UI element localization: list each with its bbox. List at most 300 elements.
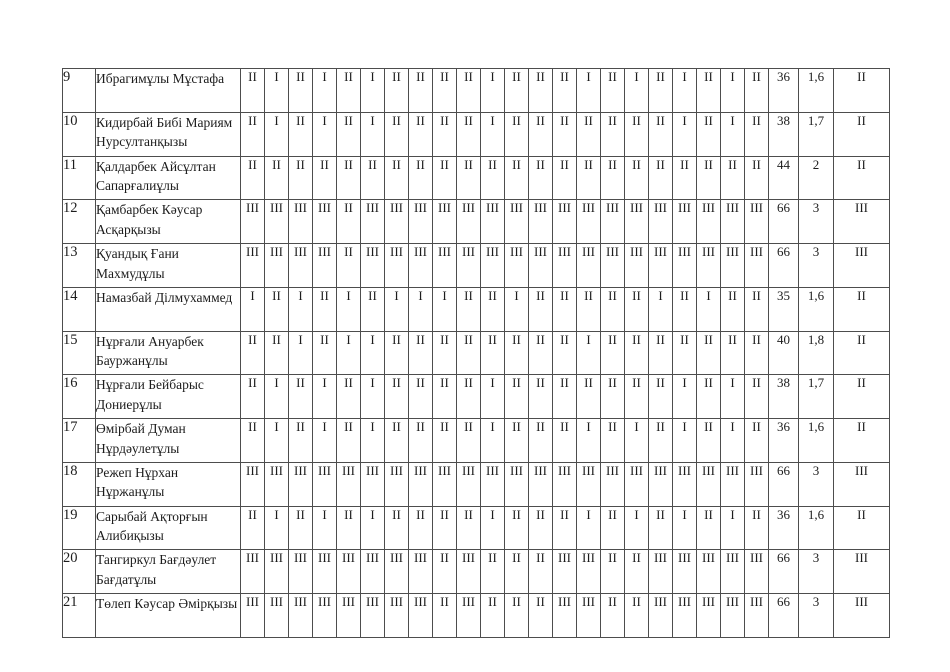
mark-cell: III bbox=[649, 462, 673, 506]
grade-cell: II bbox=[834, 331, 890, 375]
mark-cell: II bbox=[529, 331, 553, 375]
mark-cell: II bbox=[625, 594, 649, 638]
mark-cell: II bbox=[385, 69, 409, 113]
student-name-cell: Режеп Нұрхан Нұржанұлы bbox=[96, 462, 241, 506]
mark-cell: III bbox=[265, 462, 289, 506]
mark-cell: II bbox=[433, 594, 457, 638]
grade-cell: III bbox=[834, 594, 890, 638]
mark-cell: III bbox=[481, 200, 505, 244]
mark-cell: I bbox=[625, 69, 649, 113]
mark-cell: II bbox=[529, 69, 553, 113]
mark-cell: III bbox=[409, 462, 433, 506]
average-cell: 1,6 bbox=[799, 419, 834, 463]
mark-cell: II bbox=[457, 287, 481, 331]
mark-cell: II bbox=[265, 331, 289, 375]
mark-cell: III bbox=[361, 244, 385, 288]
mark-cell: I bbox=[481, 69, 505, 113]
mark-cell: III bbox=[673, 594, 697, 638]
row-number-cell: 20 bbox=[63, 550, 96, 594]
mark-cell: II bbox=[337, 506, 361, 550]
mark-cell: II bbox=[529, 550, 553, 594]
mark-cell: II bbox=[409, 375, 433, 419]
student-row bbox=[63, 375, 890, 419]
student-row bbox=[63, 112, 890, 156]
mark-cell: II bbox=[241, 156, 265, 200]
mark-cell: III bbox=[625, 462, 649, 506]
student-name-cell: Намазбай Ділмухаммед bbox=[96, 287, 241, 331]
mark-cell: II bbox=[505, 594, 529, 638]
student-row bbox=[63, 419, 890, 463]
mark-cell: II bbox=[385, 375, 409, 419]
total-cell: 38 bbox=[769, 112, 799, 156]
mark-cell: III bbox=[457, 594, 481, 638]
grade-cell: III bbox=[834, 462, 890, 506]
row-number-cell: 18 bbox=[63, 462, 96, 506]
mark-cell: III bbox=[505, 462, 529, 506]
mark-cell: I bbox=[313, 506, 337, 550]
mark-cell: III bbox=[361, 462, 385, 506]
total-cell: 66 bbox=[769, 462, 799, 506]
mark-cell: II bbox=[265, 287, 289, 331]
mark-cell: III bbox=[649, 594, 673, 638]
mark-cell: II bbox=[385, 506, 409, 550]
mark-cell: II bbox=[337, 156, 361, 200]
mark-cell: II bbox=[745, 287, 769, 331]
student-row bbox=[63, 200, 890, 244]
grade-cell: II bbox=[834, 419, 890, 463]
total-cell: 40 bbox=[769, 331, 799, 375]
total-cell: 66 bbox=[769, 594, 799, 638]
row-number-cell: 16 bbox=[63, 375, 96, 419]
mark-cell: II bbox=[505, 156, 529, 200]
mark-cell: III bbox=[361, 200, 385, 244]
mark-cell: I bbox=[577, 69, 601, 113]
mark-cell: III bbox=[385, 462, 409, 506]
mark-cell: III bbox=[673, 244, 697, 288]
mark-cell: III bbox=[577, 462, 601, 506]
mark-cell: II bbox=[649, 69, 673, 113]
mark-cell: III bbox=[337, 550, 361, 594]
mark-cell: III bbox=[673, 550, 697, 594]
mark-cell: II bbox=[745, 112, 769, 156]
mark-cell: III bbox=[601, 462, 625, 506]
mark-cell: II bbox=[649, 506, 673, 550]
mark-cell: III bbox=[481, 244, 505, 288]
mark-cell: I bbox=[433, 287, 457, 331]
mark-cell: II bbox=[697, 506, 721, 550]
mark-cell: III bbox=[721, 200, 745, 244]
mark-cell: II bbox=[505, 550, 529, 594]
student-row bbox=[63, 462, 890, 506]
mark-cell: III bbox=[505, 200, 529, 244]
mark-cell: II bbox=[529, 112, 553, 156]
mark-cell: III bbox=[337, 462, 361, 506]
row-number-cell: 21 bbox=[63, 594, 96, 638]
mark-cell: III bbox=[313, 462, 337, 506]
mark-cell: II bbox=[481, 550, 505, 594]
grade-cell: II bbox=[834, 156, 890, 200]
mark-cell: I bbox=[361, 419, 385, 463]
mark-cell: II bbox=[433, 550, 457, 594]
mark-cell: I bbox=[505, 287, 529, 331]
mark-cell: II bbox=[289, 419, 313, 463]
row-number-cell: 11 bbox=[63, 156, 96, 200]
mark-cell: III bbox=[745, 462, 769, 506]
mark-cell: I bbox=[265, 375, 289, 419]
mark-cell: III bbox=[265, 244, 289, 288]
mark-cell: II bbox=[433, 156, 457, 200]
mark-cell: I bbox=[289, 331, 313, 375]
average-cell: 1,7 bbox=[799, 375, 834, 419]
mark-cell: II bbox=[745, 419, 769, 463]
mark-cell: III bbox=[265, 200, 289, 244]
mark-cell: III bbox=[289, 550, 313, 594]
mark-cell: III bbox=[649, 550, 673, 594]
mark-cell: I bbox=[409, 287, 433, 331]
average-cell: 1,6 bbox=[799, 69, 834, 113]
mark-cell: II bbox=[241, 419, 265, 463]
grade-cell: II bbox=[834, 375, 890, 419]
mark-cell: II bbox=[241, 112, 265, 156]
mark-cell: I bbox=[673, 419, 697, 463]
mark-cell: I bbox=[625, 506, 649, 550]
mark-cell: III bbox=[433, 200, 457, 244]
mark-cell: III bbox=[313, 200, 337, 244]
mark-cell: II bbox=[529, 156, 553, 200]
total-cell: 38 bbox=[769, 375, 799, 419]
mark-cell: II bbox=[337, 419, 361, 463]
average-cell: 1,6 bbox=[799, 287, 834, 331]
grades-table-body bbox=[63, 69, 890, 638]
mark-cell: II bbox=[721, 331, 745, 375]
student-name-cell: Нұрғали Бейбарыс Дониерұлы bbox=[96, 375, 241, 419]
mark-cell: I bbox=[673, 506, 697, 550]
mark-cell: II bbox=[553, 287, 577, 331]
mark-cell: II bbox=[649, 156, 673, 200]
mark-cell: I bbox=[289, 287, 313, 331]
mark-cell: II bbox=[289, 375, 313, 419]
mark-cell: I bbox=[481, 419, 505, 463]
mark-cell: I bbox=[265, 506, 289, 550]
mark-cell: II bbox=[673, 156, 697, 200]
mark-cell: II bbox=[553, 506, 577, 550]
grade-cell: II bbox=[834, 506, 890, 550]
mark-cell: II bbox=[457, 156, 481, 200]
mark-cell: III bbox=[241, 594, 265, 638]
mark-cell: II bbox=[337, 244, 361, 288]
mark-cell: III bbox=[721, 594, 745, 638]
mark-cell: II bbox=[505, 69, 529, 113]
mark-cell: II bbox=[385, 419, 409, 463]
mark-cell: I bbox=[265, 112, 289, 156]
mark-cell: III bbox=[337, 594, 361, 638]
grade-cell: III bbox=[834, 244, 890, 288]
student-row bbox=[63, 69, 890, 113]
mark-cell: III bbox=[721, 462, 745, 506]
mark-cell: III bbox=[697, 550, 721, 594]
mark-cell: II bbox=[649, 112, 673, 156]
mark-cell: II bbox=[601, 112, 625, 156]
mark-cell: II bbox=[433, 419, 457, 463]
mark-cell: I bbox=[673, 112, 697, 156]
mark-cell: II bbox=[241, 331, 265, 375]
mark-cell: III bbox=[457, 462, 481, 506]
mark-cell: I bbox=[721, 506, 745, 550]
average-cell: 3 bbox=[799, 594, 834, 638]
total-cell: 35 bbox=[769, 287, 799, 331]
mark-cell: I bbox=[721, 112, 745, 156]
mark-cell: III bbox=[529, 244, 553, 288]
student-row bbox=[63, 287, 890, 331]
row-number-cell: 13 bbox=[63, 244, 96, 288]
mark-cell: II bbox=[313, 287, 337, 331]
total-cell: 36 bbox=[769, 506, 799, 550]
mark-cell: II bbox=[433, 506, 457, 550]
mark-cell: III bbox=[289, 594, 313, 638]
mark-cell: II bbox=[289, 156, 313, 200]
mark-cell: III bbox=[361, 594, 385, 638]
mark-cell: II bbox=[601, 550, 625, 594]
mark-cell: II bbox=[577, 375, 601, 419]
mark-cell: II bbox=[553, 156, 577, 200]
average-cell: 2 bbox=[799, 156, 834, 200]
mark-cell: II bbox=[385, 112, 409, 156]
mark-cell: II bbox=[481, 287, 505, 331]
mark-cell: I bbox=[313, 69, 337, 113]
mark-cell: III bbox=[457, 244, 481, 288]
mark-cell: I bbox=[577, 331, 601, 375]
row-number-cell: 10 bbox=[63, 112, 96, 156]
mark-cell: II bbox=[337, 375, 361, 419]
student-name-cell: Нұрғали Ануарбек Бауржанұлы bbox=[96, 331, 241, 375]
grade-cell: III bbox=[834, 200, 890, 244]
average-cell: 3 bbox=[799, 462, 834, 506]
mark-cell: II bbox=[601, 375, 625, 419]
mark-cell: II bbox=[721, 156, 745, 200]
average-cell: 1,8 bbox=[799, 331, 834, 375]
mark-cell: II bbox=[433, 69, 457, 113]
mark-cell: II bbox=[457, 375, 481, 419]
mark-cell: II bbox=[289, 506, 313, 550]
mark-cell: III bbox=[241, 550, 265, 594]
mark-cell: II bbox=[577, 112, 601, 156]
mark-cell: I bbox=[337, 287, 361, 331]
mark-cell: III bbox=[745, 200, 769, 244]
total-cell: 44 bbox=[769, 156, 799, 200]
grade-cell: II bbox=[834, 287, 890, 331]
mark-cell: III bbox=[697, 594, 721, 638]
mark-cell: II bbox=[481, 156, 505, 200]
mark-cell: II bbox=[529, 594, 553, 638]
student-name-cell: Қуандық Ғани Махмудұлы bbox=[96, 244, 241, 288]
mark-cell: II bbox=[409, 506, 433, 550]
mark-cell: II bbox=[625, 156, 649, 200]
total-cell: 66 bbox=[769, 244, 799, 288]
mark-cell: III bbox=[721, 244, 745, 288]
mark-cell: II bbox=[241, 506, 265, 550]
mark-cell: I bbox=[577, 506, 601, 550]
row-number-cell: 14 bbox=[63, 287, 96, 331]
mark-cell: II bbox=[529, 419, 553, 463]
row-number-cell: 15 bbox=[63, 331, 96, 375]
mark-cell: I bbox=[265, 419, 289, 463]
mark-cell: II bbox=[289, 112, 313, 156]
mark-cell: I bbox=[721, 419, 745, 463]
mark-cell: III bbox=[745, 244, 769, 288]
total-cell: 66 bbox=[769, 200, 799, 244]
mark-cell: III bbox=[289, 244, 313, 288]
mark-cell: II bbox=[625, 287, 649, 331]
mark-cell: I bbox=[241, 287, 265, 331]
mark-cell: II bbox=[625, 331, 649, 375]
mark-cell: III bbox=[241, 462, 265, 506]
mark-cell: II bbox=[697, 331, 721, 375]
mark-cell: III bbox=[745, 550, 769, 594]
grade-cell: II bbox=[834, 112, 890, 156]
mark-cell: II bbox=[433, 331, 457, 375]
mark-cell: II bbox=[553, 112, 577, 156]
mark-cell: III bbox=[697, 462, 721, 506]
mark-cell: II bbox=[385, 156, 409, 200]
mark-cell: II bbox=[529, 506, 553, 550]
student-name-cell: Ибрагимұлы Мұстафа bbox=[96, 69, 241, 113]
mark-cell: II bbox=[433, 112, 457, 156]
student-name-cell: Сарыбай Ақторғын Алибиқызы bbox=[96, 506, 241, 550]
mark-cell: II bbox=[529, 287, 553, 331]
mark-cell: III bbox=[241, 244, 265, 288]
mark-cell: II bbox=[409, 331, 433, 375]
mark-cell: II bbox=[745, 69, 769, 113]
mark-cell: II bbox=[409, 112, 433, 156]
student-name-cell: Қалдарбек Айсұлтан Сапарғалиұлы bbox=[96, 156, 241, 200]
grades-table bbox=[62, 68, 890, 638]
mark-cell: III bbox=[289, 200, 313, 244]
mark-cell: III bbox=[409, 550, 433, 594]
mark-cell: II bbox=[601, 419, 625, 463]
mark-cell: II bbox=[697, 112, 721, 156]
mark-cell: II bbox=[745, 156, 769, 200]
mark-cell: II bbox=[289, 69, 313, 113]
average-cell: 1,7 bbox=[799, 112, 834, 156]
student-row bbox=[63, 156, 890, 200]
mark-cell: II bbox=[673, 287, 697, 331]
mark-cell: II bbox=[361, 156, 385, 200]
mark-cell: II bbox=[241, 375, 265, 419]
mark-cell: II bbox=[553, 375, 577, 419]
mark-cell: I bbox=[313, 112, 337, 156]
mark-cell: III bbox=[529, 200, 553, 244]
mark-cell: I bbox=[673, 375, 697, 419]
mark-cell: III bbox=[289, 462, 313, 506]
mark-cell: II bbox=[385, 331, 409, 375]
mark-cell: II bbox=[337, 69, 361, 113]
mark-cell: II bbox=[361, 287, 385, 331]
student-name-cell: Қамбарбек Кәусар Асқарқызы bbox=[96, 200, 241, 244]
mark-cell: III bbox=[649, 200, 673, 244]
mark-cell: III bbox=[577, 594, 601, 638]
average-cell: 3 bbox=[799, 244, 834, 288]
mark-cell: II bbox=[601, 331, 625, 375]
mark-cell: II bbox=[337, 200, 361, 244]
mark-cell: I bbox=[721, 375, 745, 419]
average-cell: 3 bbox=[799, 550, 834, 594]
mark-cell: II bbox=[553, 419, 577, 463]
mark-cell: II bbox=[457, 419, 481, 463]
mark-cell: II bbox=[649, 331, 673, 375]
mark-cell: I bbox=[481, 506, 505, 550]
mark-cell: III bbox=[601, 200, 625, 244]
total-cell: 66 bbox=[769, 550, 799, 594]
mark-cell: III bbox=[721, 550, 745, 594]
mark-cell: III bbox=[481, 462, 505, 506]
mark-cell: III bbox=[529, 462, 553, 506]
student-name-cell: Өмірбай Думан Нұрдәулетұлы bbox=[96, 419, 241, 463]
grade-cell: III bbox=[834, 550, 890, 594]
mark-cell: III bbox=[553, 550, 577, 594]
mark-cell: I bbox=[337, 331, 361, 375]
mark-cell: II bbox=[457, 69, 481, 113]
mark-cell: III bbox=[505, 244, 529, 288]
mark-cell: II bbox=[481, 594, 505, 638]
mark-cell: III bbox=[577, 550, 601, 594]
mark-cell: I bbox=[313, 419, 337, 463]
mark-cell: II bbox=[505, 112, 529, 156]
mark-cell: III bbox=[433, 462, 457, 506]
mark-cell: III bbox=[577, 244, 601, 288]
mark-cell: II bbox=[601, 594, 625, 638]
mark-cell: III bbox=[241, 200, 265, 244]
mark-cell: III bbox=[673, 462, 697, 506]
total-cell: 36 bbox=[769, 419, 799, 463]
mark-cell: III bbox=[385, 550, 409, 594]
mark-cell: II bbox=[409, 419, 433, 463]
mark-cell: I bbox=[361, 331, 385, 375]
mark-cell: III bbox=[577, 200, 601, 244]
mark-cell: II bbox=[577, 156, 601, 200]
mark-cell: II bbox=[673, 331, 697, 375]
mark-cell: III bbox=[625, 244, 649, 288]
mark-cell: II bbox=[529, 375, 553, 419]
mark-cell: III bbox=[385, 200, 409, 244]
mark-cell: II bbox=[697, 69, 721, 113]
total-cell: 36 bbox=[769, 69, 799, 113]
row-number-cell: 19 bbox=[63, 506, 96, 550]
mark-cell: II bbox=[745, 331, 769, 375]
mark-cell: III bbox=[313, 244, 337, 288]
mark-cell: II bbox=[697, 419, 721, 463]
mark-cell: III bbox=[457, 200, 481, 244]
mark-cell: III bbox=[697, 200, 721, 244]
row-number-cell: 9 bbox=[63, 69, 96, 113]
mark-cell: II bbox=[553, 69, 577, 113]
student-row bbox=[63, 550, 890, 594]
mark-cell: II bbox=[649, 419, 673, 463]
mark-cell: III bbox=[361, 550, 385, 594]
mark-cell: II bbox=[625, 550, 649, 594]
mark-cell: II bbox=[625, 112, 649, 156]
mark-cell: II bbox=[697, 156, 721, 200]
mark-cell: I bbox=[385, 287, 409, 331]
mark-cell: I bbox=[673, 69, 697, 113]
mark-cell: I bbox=[361, 375, 385, 419]
mark-cell: II bbox=[745, 375, 769, 419]
mark-cell: II bbox=[601, 156, 625, 200]
mark-cell: I bbox=[697, 287, 721, 331]
mark-cell: I bbox=[577, 419, 601, 463]
mark-cell: II bbox=[577, 287, 601, 331]
mark-cell: I bbox=[361, 69, 385, 113]
mark-cell: II bbox=[625, 375, 649, 419]
